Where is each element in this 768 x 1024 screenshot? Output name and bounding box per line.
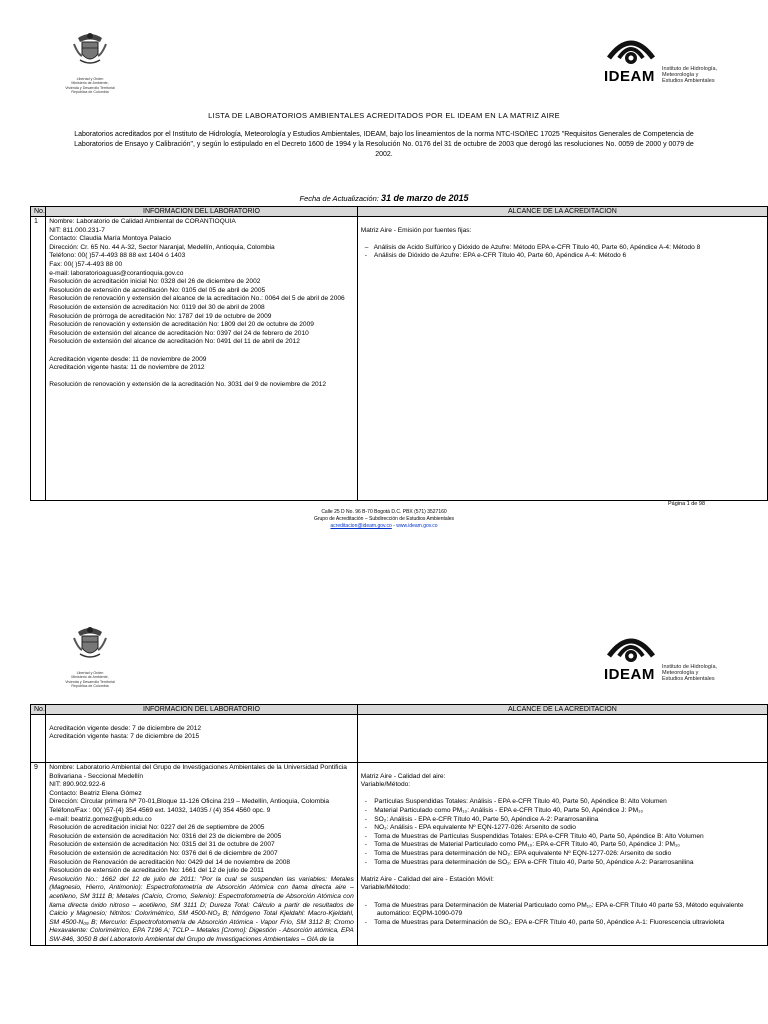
lab-info-line: Contacto: Beatriz Elena Gómez bbox=[49, 789, 142, 797]
ideam-brand: IDEAM bbox=[604, 68, 655, 85]
lab-info-line: Resolución de extensión de acreditación No: 0316 del 23 de diciembre de 2005 bbox=[49, 832, 282, 840]
page-2 bbox=[0, 590, 768, 1024]
col-header-info: INFORMACION DEL LABORATORIO bbox=[46, 207, 357, 217]
scope-item: - Toma de Muestras de Partículas Suspendidas Totales: EPA e-CFR Título 40, Parte 50, Apéndice B: Alto Volumen bbox=[364, 832, 704, 840]
scope-item: - Toma de Muestras para determinación de NO₂: EPA equivalente Nº EQN-1277-026: Arsenito de sodio bbox=[364, 849, 672, 857]
lab-info-line: Teléfono/Fax : 00( )57-(4) 354 4569 ext. 14032, 14035 / (4) 354 4560 opc. 9 bbox=[49, 806, 271, 814]
table-header-row bbox=[31, 207, 768, 217]
ministry-text: Libertad y Orden Ministerio de Ambiente, Vivienda y Desarrollo Territorial República de Colombia bbox=[65, 671, 115, 689]
lab-info-line: Resolución de acreditación inicial No: 0227 del 26 de septiembre de 2005 bbox=[49, 824, 265, 832]
scope-item: - SO₂: Análisis - EPA e-CFR Título 40, Parte 50, Apéndice A-2: Pararrosanilina bbox=[364, 815, 599, 823]
table-row bbox=[31, 217, 768, 501]
lab-info-line: Resolución de renovación y extensión del alcance de la acreditación No.: 0064 del 5 de abril de 2006 bbox=[49, 295, 345, 303]
scope-item: - Material Particulado como PM₁₀: Análisis - EPA e-CFR Título 40, Parte 50, Apéndice J: PM₁₀ bbox=[364, 806, 644, 814]
ideam-institute-name: Instituto de Hidrología, Meteorología y Estudios Ambientales bbox=[662, 66, 718, 84]
lab-info-line: Resolución de extensión de acreditación No: 0315 del 31 de octubre de 2007 bbox=[49, 841, 275, 849]
coat-of-arms-icon bbox=[70, 622, 110, 664]
scope-subheading: Variable/Método: bbox=[360, 781, 411, 789]
lab-info-line: Contacto: Claudia María Montoya Palacio bbox=[49, 235, 171, 243]
vigente-hasta: Acreditación vigente hasta: 7 de diciembre de 2015 bbox=[49, 733, 200, 741]
update-date: 31 de marzo de 2015 bbox=[380, 193, 469, 203]
lab-scope-cell bbox=[357, 763, 767, 946]
lab-info-line: e-mail: beatriz.gomez@upb.edu.co bbox=[49, 815, 152, 823]
lab-info-line: Resolución de extensión de acreditación No: 1661 del 12 de julio de 2011 bbox=[49, 867, 264, 875]
lab-scope-cell bbox=[357, 217, 767, 501]
scope-item: - Toma de Muestras para determinación de SO₂: EPA e-CFR Título 40, Parte 50, Apéndice A-2: Pararrosanilina bbox=[364, 858, 694, 866]
scope-item: - Toma de Muestras de Material Particulado como PM₁₀: EPA e-CFR Título 40, Parte 50, Apéndice J: PM₁₀ bbox=[364, 841, 680, 849]
lab-info-line: NIT: 890.902.922-6 bbox=[49, 781, 106, 789]
lab-info-line: Teléfono: 00( )57-4-493 88 88 ext 1404 ó 1403 bbox=[49, 252, 186, 260]
col-header-no: No. bbox=[31, 207, 46, 217]
scope-item: - Análisis de Dióxido de Azufre: EPA e-CFR Título 40, Parte 60, Apéndice A-4: Método 6 bbox=[364, 252, 627, 260]
labs-table bbox=[30, 206, 768, 501]
table-row bbox=[31, 763, 768, 946]
lab-info-line: e-mail: laboratorioaguas@corantioquia.gov.co bbox=[49, 269, 184, 277]
footer-email-link[interactable]: acreditacion@ideam.gov.co bbox=[330, 523, 392, 529]
lab-info-line: Nombre: Laboratorio Ambiental del Grupo de Investigaciones Ambientales de la Universidad Pontificia Bolivariana - Seccional Medellín bbox=[49, 764, 347, 780]
ideam-eye-icon bbox=[605, 632, 657, 666]
update-label: Fecha de Actualización: bbox=[299, 194, 379, 203]
page-footer: Calle 25 D No. 96 B-70 Bogotá D.C. PBX (571) 3527160 Grupo de Acreditación – Subdirección de Estudios Ambientales acreditacion@ideam.gov.co - www.ideam.gov.co bbox=[0, 509, 768, 530]
scope-item: - Toma de Muestras para Determinación de Material Particulado como PM₁₀: EPA e-CFR Título 40 parte 53, Método equivalente automático: EQPM-1090-079 bbox=[364, 901, 744, 918]
col-header-no: No. bbox=[31, 705, 46, 715]
scope-subheading: Variable/Método: bbox=[360, 884, 411, 892]
ministry-logo bbox=[55, 28, 125, 95]
scope-item: – Análisis de Acido Sulfúrico y Dióxido de Azufre: Método EPA e-CFR Título 40, Parte 60, Apéndice A-4: Método 8 bbox=[364, 243, 701, 251]
lab-number: 9 bbox=[31, 763, 46, 946]
ministry-text: Libertad y Orden Ministerio de Ambiente, Vivienda y Desarrollo Territorial República de Colombia bbox=[65, 77, 115, 95]
vigente-desde: Acreditación vigente desde: 7 de diciembre de 2012 bbox=[49, 724, 202, 732]
col-header-info: INFORMACION DEL LABORATORIO bbox=[46, 705, 357, 715]
scope-heading: Matriz Aire - Calidad del aire: bbox=[360, 772, 446, 780]
ideam-institute-name: Instituto de Hidrología, Meteorología y Estudios Ambientales bbox=[662, 664, 718, 682]
scope-item: - NO₂: Análisis - EPA equivalente Nº EQN-1277-026: Arsenito de sodio bbox=[364, 824, 576, 832]
page-number: Página 1 de 98 bbox=[668, 501, 706, 507]
lab-info-line: Resolución de extensión del alcance de acreditación No: 0491 del 11 de abril de 2012 bbox=[49, 338, 300, 346]
ideam-brand: IDEAM bbox=[604, 666, 655, 683]
intro-paragraph: Laboratorios acreditados por el Instituto de Hidrología, Meteorología y Estudios Ambientales, IDEAM, bajo los lineamientos de la norma NTC-ISO/IEC 17025 "Requisitos Generales de Competencia de Laboratorios de Ensayo y Calibración", y según lo estipulado en el Decreto 1600 de 1994 y la Resolución No. 0176 del 31 de octubre de 2003 que derogó las resoluciones No. 0059 de 2000 y 0079 de 2002. bbox=[74, 131, 694, 158]
lab-info-line: Resolución de renovación y extensión de acreditación No: 1809 del 20 de octubre de 2009 bbox=[49, 321, 314, 329]
lab-info-cell bbox=[46, 217, 357, 501]
lab-info-line: Fax: 00( )57-4-493 88 00 bbox=[49, 260, 123, 268]
vigente-hasta: Acreditación vigente hasta: 11 de noviembre de 2012 bbox=[49, 364, 205, 372]
scope-item: - Toma de Muestras para Determinación de SO₂: EPA e-CFR Título 40, parte 50, Apéndice A-1: Fluorescencia ultravioleta bbox=[364, 918, 725, 926]
lab-info-line: Dirección: Cr. 65 No. 44 A-32, Sector Naranjal, Medellín, Antioquia, Colombia bbox=[49, 243, 275, 251]
suspension-resolution: Resolución No.: 1662 del 12 de julio de 2011: "Por la cual se suspenden las variables: Metales (Magnesio, Hierro, Antimonio): Espectrofotometría de Absorción Atómica con llama directa aire – acetileno, SM 3111 B; Metales (Calcio, Cromo, Selenio): Espectrofotometría de Absorción Atómica con llama directa óxido nitroso – acetileno, SM 3111 D; Dureza Total: Cálculo a partir de resultados de Calcio y Magnesio; Nitritos: Colorimétrico, SM 4500-NO₂ B; Nitrógeno Total Kjeldahl: Macro-Kjeldahl, SM 4500-N₀₉ B; Mercurio: Espectrofotometría de Absorción Atómica - Vapor Frío, SM 3112 B; Cromo Hexavalente: Colorimétrico, EPA 7196 A; TCLP – Metales [Cromo]: Digestión - Absorción atómica, EPA SW-846, 3050 B del Laboratorio Ambiental del Grupo de Investigaciones Ambientales – GIA de la bbox=[49, 875, 354, 943]
table-row bbox=[31, 715, 768, 763]
lab-info-line: Resolución de extensión de acreditación No: 0105 del 05 de abril de 2005 bbox=[49, 286, 266, 294]
lab-info-cell bbox=[46, 715, 357, 763]
ideam-eye-icon bbox=[605, 34, 657, 68]
coat-of-arms-icon bbox=[70, 28, 110, 70]
scope-heading: Matriz Aire - Calidad del aire - Estación Móvil: bbox=[360, 875, 494, 883]
lab-info-line: Resolución de acreditación inicial No: 0328 del 26 de diciembre de 2002 bbox=[49, 278, 261, 286]
labs-table-continued bbox=[30, 704, 768, 946]
table-header-row bbox=[31, 705, 768, 715]
lab-info-line: Resolución de extensión de acreditación No: 0119 del 30 de abril de 2008 bbox=[49, 303, 265, 311]
footer-web-link[interactable]: www.ideam.gov.co bbox=[396, 523, 438, 529]
lab-info-line: Nombre: Laboratorio de Calidad Ambiental de CORANTIOQUIA bbox=[49, 218, 236, 225]
lab-info-line: Resolución de Renovación de acreditación No: 0429 del 14 de noviembre de 2008 bbox=[49, 858, 291, 866]
lab-info-line: Dirección: Circular primera Nº 70-01,Bloque 11-126 Oficina 219 – Medellín, Antioquia, Colombia bbox=[49, 798, 329, 806]
document-title: LISTA DE LABORATORIOS AMBIENTALES ACREDITADOS POR EL IDEAM EN LA MATRIZ AIRE bbox=[208, 111, 560, 120]
ideam-logo bbox=[600, 34, 740, 84]
update-line bbox=[0, 193, 768, 203]
footer-group: Grupo de Acreditación – Subdirección de Estudios Ambientales bbox=[313, 516, 455, 522]
lab-info-line: Resolución de prórroga de acreditación No: 1787 del 19 de octubre de 2009 bbox=[49, 312, 272, 320]
footer-address: Calle 25 D No. 96 B-70 Bogotá D.C. PBX (571) 3527160 bbox=[321, 509, 447, 515]
lab-info-line: Resolución de extensión del alcance de acreditación No: 0397 del 24 de febrero de 2010 bbox=[49, 329, 309, 337]
renovacion-line: Resolución de renovación y extensión de la acreditación No. 3031 del 9 de noviembre de 2012 bbox=[49, 381, 327, 389]
vigente-desde: Acreditación vigente desde: 11 de noviembre de 2009 bbox=[49, 355, 207, 363]
scope-item: - Partículas Suspendidas Totales: Análisis - EPA e-CFR Título 40, Parte 50, Apéndice B: Alto Volumen bbox=[364, 798, 667, 806]
lab-info-cell bbox=[46, 763, 357, 946]
col-header-scope: ALCANCE DE LA ACREDITACION bbox=[357, 207, 767, 217]
lab-info-line: NIT: 811.000.231-7 bbox=[49, 226, 105, 234]
scope-heading: Matriz Aire - Emisión por fuentes fijas: bbox=[360, 226, 472, 234]
col-header-scope: ALCANCE DE LA ACREDITACION bbox=[357, 705, 767, 715]
ideam-logo bbox=[600, 632, 740, 682]
ministry-logo bbox=[55, 622, 125, 689]
page-gap bbox=[0, 540, 768, 590]
lab-number: 1 bbox=[31, 217, 46, 501]
lab-info-line: Resolución de extensión de acreditación No: 0376 del 6 de diciembre de 2007 bbox=[49, 849, 278, 857]
